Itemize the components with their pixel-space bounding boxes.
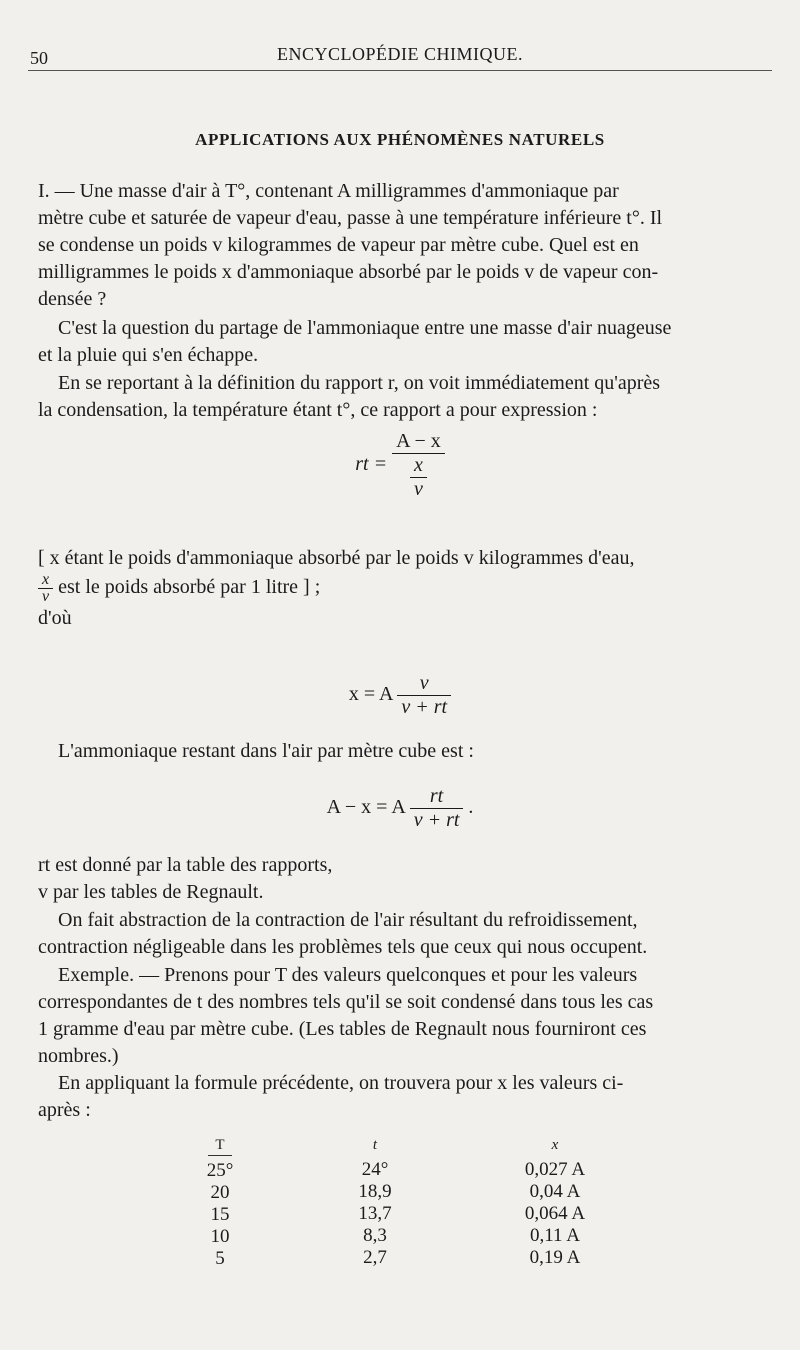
text-line: densée ?: [38, 288, 107, 310]
table-cell: 2,7: [363, 1247, 387, 1268]
paragraph-contraction: [38, 907, 768, 961]
text-line: C'est la question du partage de l'ammoniaque entre une masse d'air nuageuse: [58, 317, 672, 339]
fraction-numerator: A − x: [396, 430, 441, 452]
column-T: [190, 1135, 250, 1270]
fraction-denominator: v + rt: [397, 695, 451, 719]
table-cell: 10: [210, 1226, 230, 1247]
text-line: On fait abstraction de la contraction de l'air résultant du refroidissement,: [58, 909, 638, 931]
paragraph-bracket-note: [38, 545, 768, 632]
fraction: [397, 672, 451, 719]
table-cell: 0,064 A: [524, 1203, 586, 1224]
paragraph-example: [38, 962, 768, 1070]
table-cell: 24°: [361, 1159, 389, 1180]
text-line: et la pluie qui s'en échappe.: [38, 344, 259, 366]
notes: [38, 852, 768, 906]
fraction-numerator: rt: [429, 785, 444, 807]
text-line: v par les tables de Regnault.: [38, 881, 264, 903]
values-table: [0, 1135, 800, 1295]
fraction: [410, 785, 464, 832]
table-cell: 20: [210, 1182, 230, 1203]
table-cell: 0,027 A: [524, 1159, 586, 1180]
paragraph-question: [38, 315, 768, 369]
problem-paragraph: [38, 178, 768, 313]
text-line: nombres.): [38, 1045, 119, 1067]
inner-numerator: x: [413, 454, 423, 476]
formula-end: .: [468, 796, 474, 819]
table-cell: 8,3: [363, 1225, 387, 1246]
table-cell: 13,7: [358, 1203, 392, 1224]
fraction: [392, 430, 445, 501]
paragraph-remaining: [38, 738, 768, 765]
formula-lhs: rt =: [355, 453, 388, 476]
inline-fraction: [38, 572, 53, 605]
table-cell: 0,04 A: [529, 1181, 581, 1202]
text-line: après :: [38, 1099, 91, 1121]
text-line: rt est donné par la table des rapports,: [38, 854, 333, 876]
column-header: t: [372, 1137, 378, 1153]
text-line: milligrammes le poids x d'ammoniaque absorbé par le poids v de vapeur con-: [38, 261, 659, 283]
text-line: L'ammoniaque restant dans l'air par mètre cube est :: [58, 740, 474, 762]
fraction-numerator: v: [419, 672, 429, 694]
inner-fraction: [410, 454, 427, 501]
column-t: [340, 1135, 410, 1269]
text-line: 1 gramme d'eau par mètre cube. (Les tables de Regnault nous fourniront ces: [38, 1018, 647, 1040]
table-cell: 18,9: [358, 1181, 392, 1202]
text-line: mètre cube et saturée de vapeur d'eau, passe à une température inférieure t°. Il: [38, 207, 663, 229]
text-line: Exemple. — Prenons pour T des valeurs quelconques et pour les valeurs: [58, 964, 638, 986]
inline-text: est le poids absorbé par 1 litre ] ;: [58, 576, 321, 599]
text-line: En appliquant la formule précédente, on trouvera pour x les valeurs ci-: [58, 1072, 624, 1094]
text-line: correspondantes de t des nombres tels qu'il se soit condensé dans tous les cas: [38, 991, 654, 1013]
formula-x: [0, 672, 800, 719]
table-cell: 5: [215, 1248, 225, 1269]
column-header: x: [551, 1137, 559, 1153]
inner-denominator: v: [410, 477, 427, 501]
paragraph-applying: [38, 1070, 768, 1124]
running-title: ENCYCLOPÉDIE CHIMIQUE.: [277, 44, 523, 64]
formula-lhs: A − x = A: [326, 796, 405, 819]
fraction-denominator: [392, 453, 445, 501]
fraction-denominator: v + rt: [410, 808, 464, 832]
text-line: d'où: [38, 607, 72, 629]
header-rule: [28, 70, 772, 71]
paragraph-definition: [38, 370, 768, 424]
formula-remaining: [0, 785, 800, 832]
section-title: APPLICATIONS AUX PHÉNOMÈNES NATURELS: [195, 130, 605, 149]
text-line: se condense un poids v kilogrammes de vapeur par mètre cube. Quel est en: [38, 234, 639, 256]
column-x: [500, 1135, 610, 1269]
formula-lhs: x = A: [348, 683, 393, 706]
text-line: contraction négligeable dans les problèmes tels que ceux qui nous occupent.: [38, 936, 648, 958]
text-line: I. — Une masse d'air à T°, contenant A milligrammes d'ammoniaque par: [38, 180, 619, 202]
page-number: 50: [30, 48, 48, 68]
text-line: la condensation, la température étant t°, ce rapport a pour expression :: [38, 399, 598, 421]
table-cell: 0,11 A: [530, 1225, 580, 1246]
text-line: [38, 572, 768, 605]
table-cell: 25°: [206, 1160, 234, 1181]
text-line: [ x étant le poids d'ammoniaque absorbé par le poids v kilogrammes d'eau,: [38, 547, 635, 569]
text-line: En se reportant à la définition du rapport r, on voit immédiatement qu'après: [58, 372, 661, 394]
inline-fraction-numerator: x: [42, 571, 50, 588]
formula-rt: [0, 430, 800, 501]
table-cell: 15: [210, 1204, 230, 1225]
table-cell: 0,19 A: [529, 1247, 581, 1268]
inline-fraction-denominator: v: [38, 588, 53, 605]
column-header: T: [208, 1135, 232, 1156]
